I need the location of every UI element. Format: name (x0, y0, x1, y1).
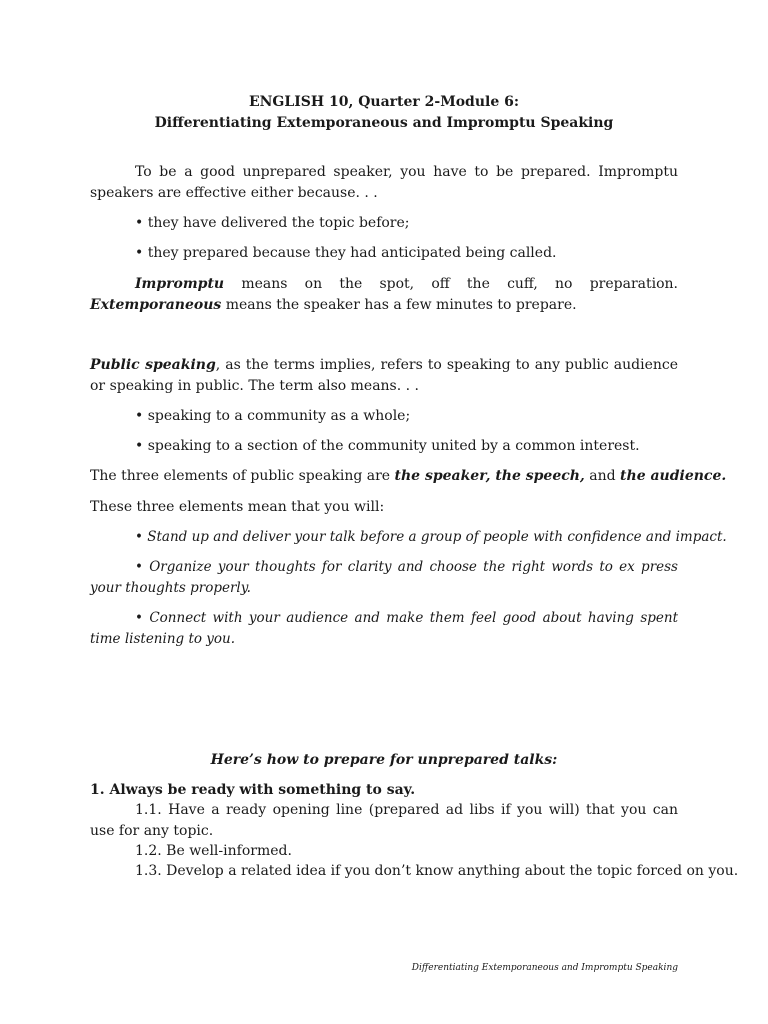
public-speaking-paragraph (90, 355, 678, 397)
public-speaking-definition: , as the terms implies, refers to speaking to any public audience or speaking in public. The term also means. . . (90, 357, 678, 394)
definitions-paragraph (90, 274, 678, 316)
meaning-bullet-2: • Organize your thoughts for clarity and choose the right words to ex press your thoughts properly. (90, 559, 678, 596)
intro-paragraph: To be a good unprepared speaker, you have to be prepared. Impromptu speakers are effective either because. . . (90, 164, 678, 201)
public-speaking-bullet-2: • speaking to a section of the community united by a common interest. (135, 438, 640, 454)
extemporaneous-definition: means the speaker has a few minutes to prepare. (221, 297, 577, 313)
public-speaking-bullet-1: • speaking to a community as a whole; (135, 408, 411, 424)
elements-and: and (584, 468, 621, 484)
intro-bullet-1: • they have delivered the topic before; (135, 215, 410, 231)
page-footer: Differentiating Extemporaneous and Impromptu Speaking (411, 963, 678, 973)
elements-bold: the speaker, the speech, (394, 468, 585, 484)
title-line-1: ENGLISH 10, Quarter 2-Module 6: (248, 94, 520, 110)
meaning-intro: These three elements mean that you will: (90, 499, 385, 515)
impromptu-definition: means on the spot, off the cuff, no preparation. (224, 276, 678, 292)
elements-last: the audience. (620, 468, 727, 484)
how-to-heading: Here’s how to prepare for unprepared talks: (210, 752, 558, 768)
how-to-subitem-1-3: 1.3. Develop a related idea if you don’t know anything about the topic forced on you. (135, 863, 739, 879)
elements-prefix: The three elements of public speaking are (90, 468, 395, 484)
how-to-subitem-1-2: 1.2. Be well-informed. (135, 843, 292, 859)
impromptu-term: Impromptu (135, 276, 225, 292)
how-to-item-1: 1. Always be ready with something to say. (90, 782, 416, 798)
intro-bullet-2: • they prepared because they had anticipated being called. (135, 245, 557, 261)
title-line-2: Differentiating Extemporaneous and Impromptu Speaking (154, 115, 614, 131)
meaning-bullet-3: • Connect with your audience and make them feel good about having spent time listening to you. (90, 610, 678, 647)
extemporaneous-term: Extemporaneous (90, 297, 222, 313)
public-speaking-term: Public speaking (90, 357, 216, 373)
three-elements-sentence (90, 466, 726, 487)
meaning-bullet-1: • Stand up and deliver your talk before a group of people with confidence and impact. (135, 529, 727, 545)
how-to-subitem-1-1: 1.1. Have a ready opening line (prepared ad libs if you will) that you can use for any topic. (90, 802, 678, 839)
